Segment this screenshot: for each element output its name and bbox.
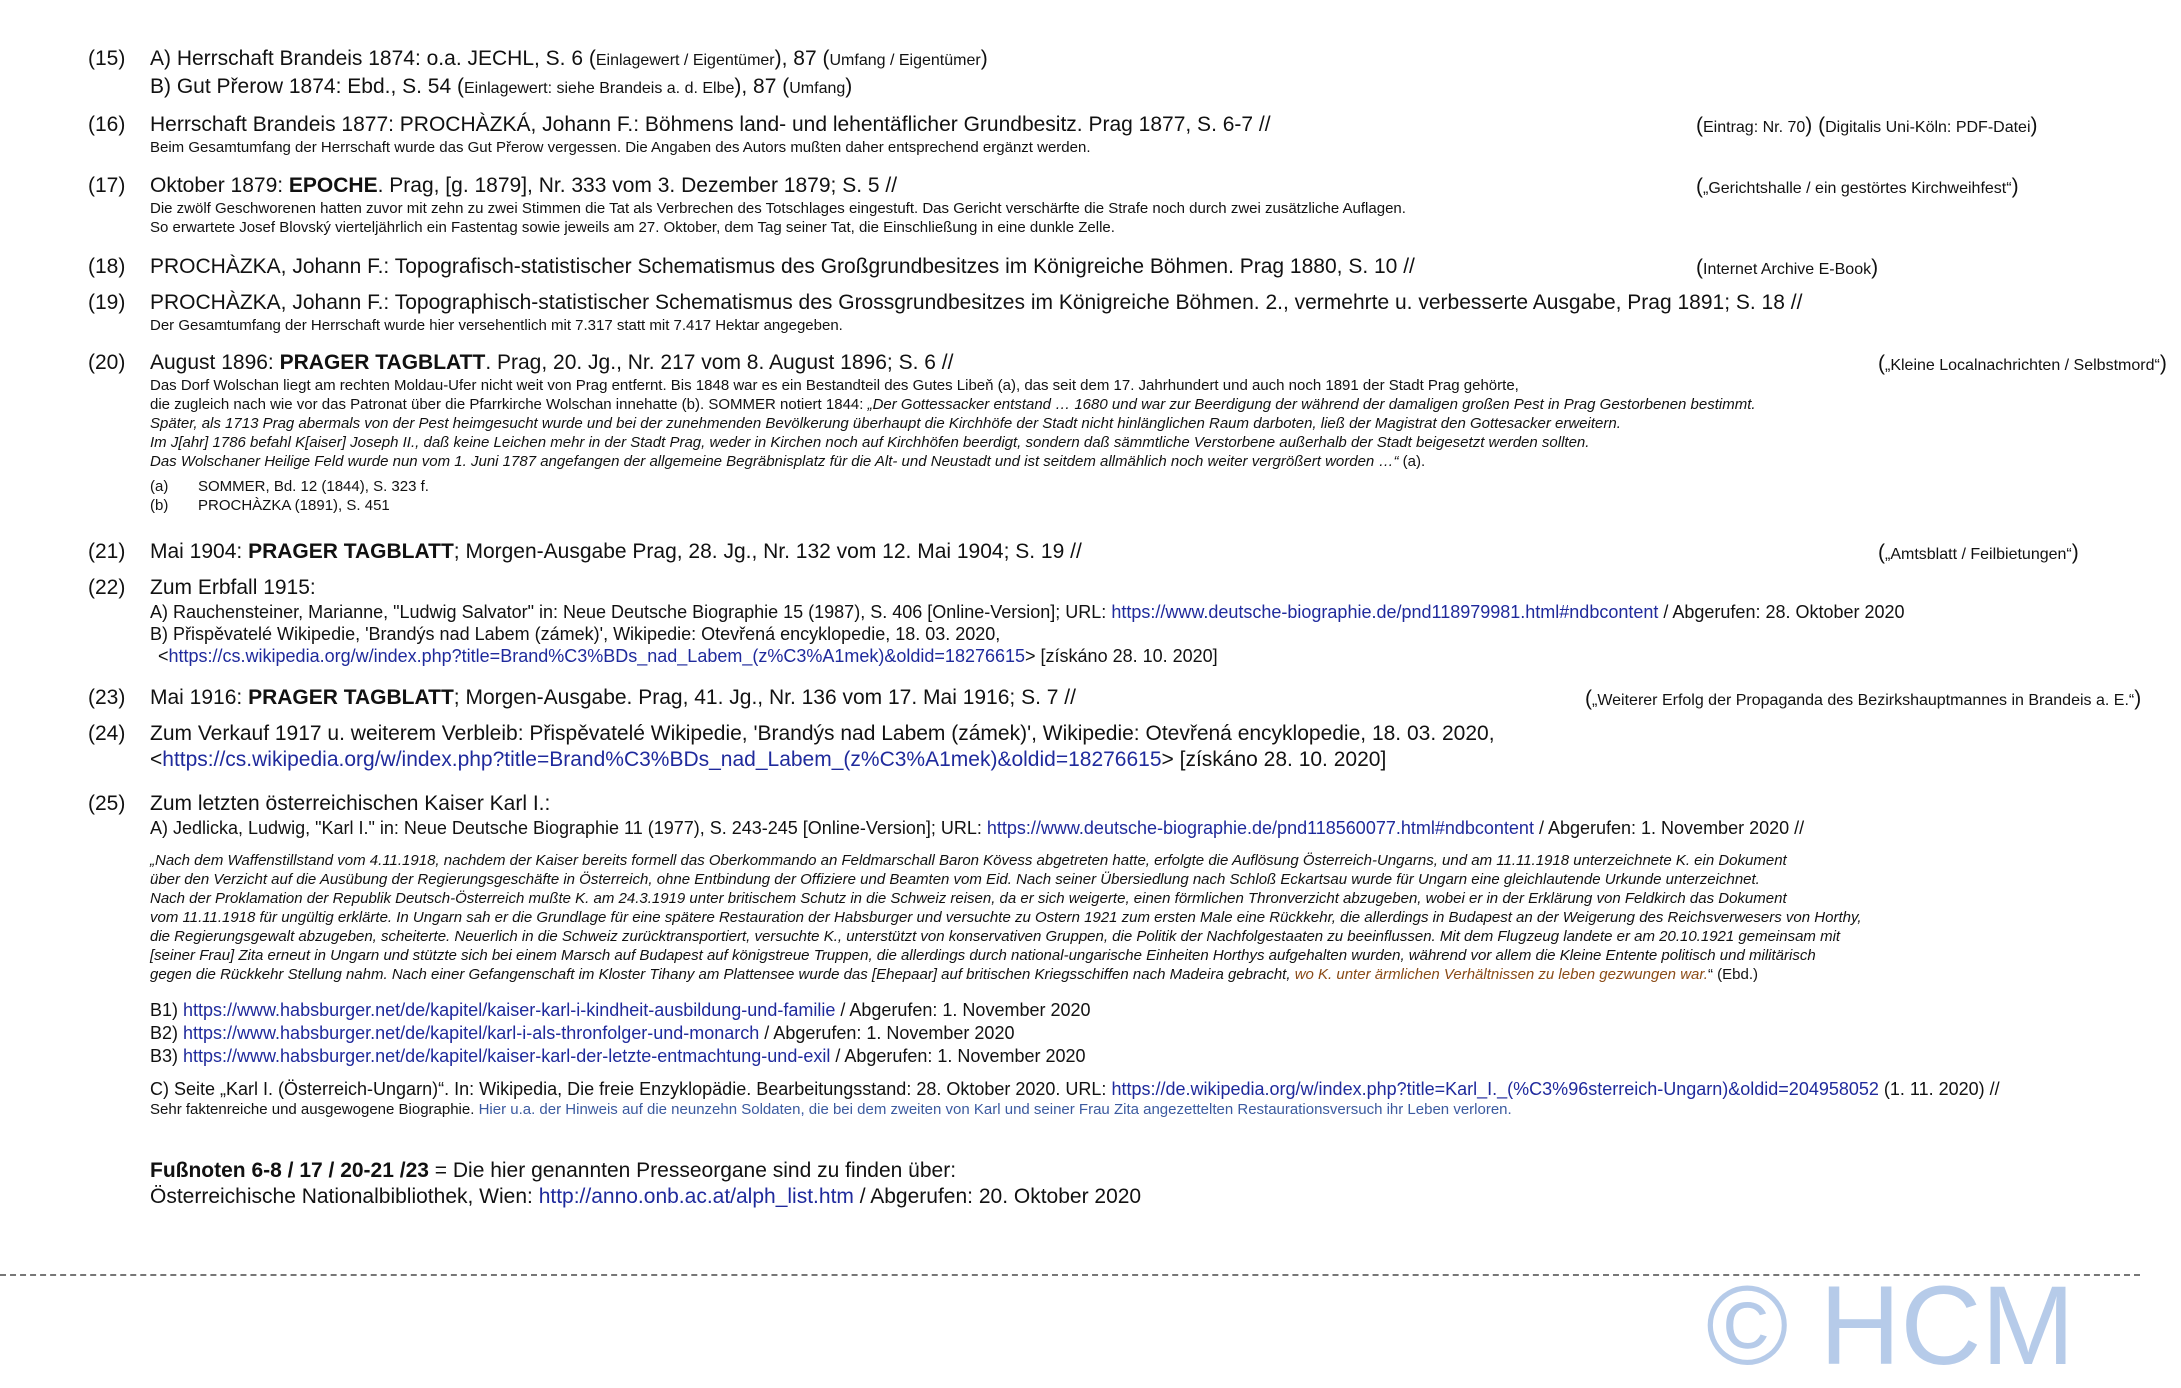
citation: PROCHÀZKA, Johann F.: Topographisch-statistischer Schematismus des Grossgrundbesitzes im Königreiche Böhmen. 2., vermehrte u. verbesserte Ausgabe, Prag 1891; S. 18 // [150, 291, 1803, 314]
sub-reference-b: (b) PROCHÀZKA (1891), S. 451 [150, 497, 390, 514]
citation: Oktober 1879: EPOCHE. Prag, [g. 1879], Nr. 333 vom 3. Dezember 1879; S. 5 // [150, 174, 898, 197]
ndb-link[interactable]: https://www.deutsche-biographie.de/pnd118979981.html#ndbcontent [1111, 602, 1659, 622]
article-title-note: („Amtsblatt / Feilbietungen“) [1878, 541, 2079, 564]
footnote-number: (22) [88, 576, 126, 599]
footnote-number: (15) [88, 47, 126, 70]
citation: PROCHÀZKA, Johann F.: Topografisch-statistischer Schematismus des Großgrundbesitzes im Königreiche Böhmen. Prag 1880, S. 10 // [150, 255, 1415, 278]
quote-line: die Regierungsgewalt abzugeben, scheiterte. Neuerlich in die Schweiz zurücktransportiert, versuchte K., unterstützt von konservativen Gruppen, die Politik der Nachfolgestaaten zu beeinflussen. Mit dem Flugzeug landete er am 20.10.1921 gemeinsam mit [150, 928, 1841, 945]
footnote-number: (20) [88, 351, 126, 374]
footnote-number: (21) [88, 540, 126, 563]
wikipedia-cs-link[interactable]: https://cs.wikipedia.org/w/index.php?title=Brand%C3%BDs_nad_Labem_(z%C3%A1mek)&oldid=18276615 [168, 646, 1026, 666]
footnote-number: (19) [88, 291, 126, 314]
citation: Mai 1916: PRAGER TAGBLATT; Morgen-Ausgabe. Prag, 41. Jg., Nr. 136 vom 17. Mai 1916; S. 7 // [150, 686, 1076, 709]
footnote-heading: Zum letzten österreichischen Kaiser Karl I.: [150, 792, 551, 815]
citation-source-note: (Eintrag: Nr. 70) (Digitalis Uni-Köln: PDF-Datei) [1696, 114, 2038, 137]
habsburger-link-b3[interactable]: https://www.habsburger.net/de/kapitel/kaiser-karl-der-letzte-entmachtung-und-exil [183, 1046, 831, 1066]
article-title-note: („Kleine Localnachrichten / Selbstmord“) [1878, 352, 2167, 375]
ndb-link[interactable]: https://www.deutsche-biographie.de/pnd118560077.html#ndbcontent [986, 818, 1534, 838]
footnote-heading: Zum Erbfall 1915: [150, 576, 316, 599]
quote-line: über den Verzicht auf die Ausübung der Regierungsgeschäfte in Österreich, ohne Entbindung der Offiziere und Beamten vom Eid. Nach seiner Übersiedlung nach Schloß Eckartsau wurde für Ungarn eine gleichlautende Urkunde unterzeichnet. [150, 871, 1760, 888]
habsburger-link-b1[interactable]: https://www.habsburger.net/de/kapitel/kaiser-karl-i-kindheit-ausbildung-und-familie [183, 1000, 836, 1020]
quote-line: [seiner Frau] Zita erneut in Ungarn und stützte sich bei einem Marsch auf Budapest auf königstreue Truppen, die allerdings durch national-ungarische Einheiten Horthys aufgehalten wurden, während vor allem die Kleine Entente politisch und militärisch [150, 947, 1816, 964]
article-title-note: („Weiterer Erfolg der Propaganda des Bezirkshauptmannes in Brandeis a. E.“) [1585, 687, 2142, 710]
footnote-number: (18) [88, 255, 126, 278]
citation: Mai 1904: PRAGER TAGBLATT; Morgen-Ausgabe Prag, 28. Jg., Nr. 132 vom 12. Mai 1904; S. 19 // [150, 540, 1082, 563]
footnote-number: (25) [88, 792, 126, 815]
wikipedia-de-link[interactable]: https://de.wikipedia.org/w/index.php?title=Karl_I._(%C3%96sterreich-Ungarn)&oldid=204958052 [1111, 1079, 1879, 1099]
footnote-number: (23) [88, 686, 126, 709]
quote-line: vom 11.11.1918 für ungültig erklärte. In Ungarn sah er die Grundlage für eine spätere Restauration der Habsburger und versuchte zu Ostern 1921 zum ersten Male eine Rückkehr, die allerdings in Budapest an der Weigerung des Reichsverwesers von Horthy, [150, 909, 1862, 926]
copyright-watermark: © HCM [1706, 1263, 2075, 1388]
sub-reference-a: (a) SOMMER, Bd. 12 (1844), S. 323 f. [150, 478, 429, 495]
citation: August 1896: PRAGER TAGBLATT. Prag, 20. Jg., Nr. 217 vom 8. August 1896; S. 6 // [150, 351, 954, 374]
citation-source-note: (Internet Archive E-Book) [1696, 256, 1879, 279]
habsburger-link-b2[interactable]: https://www.habsburger.net/de/kapitel/karl-i-als-thronfolger-und-monarch [183, 1023, 760, 1043]
footnote-number: (17) [88, 174, 126, 197]
citation: Herrschaft Brandeis 1877: PROCHÀZKÁ, Johann F.: Böhmens land- und lehentäflicher Grundbesitz. Prag 1877, S. 6-7 // [150, 113, 1271, 136]
footnote-number: (24) [88, 722, 126, 745]
document-page: (15) A) Herrschaft Brandeis 1874: o.a. JECHL, S. 6 (Einlagewert / Eigentümer), 87 (Umfang / Eigentümer) B) Gut Přerow 1874: Ebd., S. 54 (Einlagewert: siehe Brandeis a. d. Elbe), 87 (Umfang) (16) Herrschaft Brandeis 1877: PROCHÀZKÁ, Johann F.: Böhmens land- und lehentäflicher Grundbesitz. Prag 1877, S. 6-7 // Beim Gesamtumfang der Herrschaft wurde das Gut Přerow vergessen. Die Angaben des Autors mußten daher entsprechend ergänzt werden. (Eintrag: Nr. 70) (Digitalis Uni-Köln: PDF-Datei) (17) Oktober 1879: EPOCHE. Prag, [g. 1879], Nr. 333 vom 3. Dezember 1879; S. 5 // Die zwölf Geschworenen hatten zuvor mit zehn zu zwei Stimmen die Tat als Verbrechen des Totschlages eingestuft. Das Gericht verschärfte die Strafe noch durch zwei zusätzliche Auflagen. So erwartete Josef Blovský vierteljährlich ein Fastentag sowie jeweils am 27. Oktober, dem Tag seiner Tat, die Einschließung in eine dunkle Zelle. („Gerichtshalle / ein gestörtes Kirchweihfest“) (18) PROCHÀZKA, Johann F.: Topografisch-statistischer Schematismus des Großgrundbesitzes im Königreiche Böhmen. Prag 1880, S. 10 // (Internet Archive E-Book) (19) PROCHÀZKA, Johann F.: Topographisch-statistischer Schematismus des Grossgrundbesitzes im Königreiche Böhmen. 2., vermehrte u. verbesserte Ausgabe, Prag 1891; S. 18 // Der Gesamtumfang der Herrschaft wurde hier versehentlich mit 7.317 statt mit 7.417 Hektar angegeben. (20) August 1896: PRAGER TAGBLATT. Prag, 20. Jg., Nr. 217 vom 8. August 1896; S. 6 // Das Dorf Wolschan liegt am rechten Moldau-Ufer nicht weit von Prag entfernt. Bis 1848 war es ein Bestandteil des Gutes Libeň (a), das seit dem 17. Jahrhundert und auch noch 1891 der Stadt Prag gehörte, die zugleich nach wie vor das Patronat über die Pfarrkirche Wolschan innehatte (b). SOMMER notiert 1844: „Der Gottessacker entstand … 1680 und war zur Beerdigung der während der damaligen großen Pest in Prag Gestorbenen bestimmt. Später, als 1713 Prag abermals von der Pest heimgesucht wurde und bei der zunehmenden Bevölkerung überhaupt die Kirchhöfe der Stadt nicht hinlänglichen Raum darboten, ließ der Magistrat den Gottesacker erweitern. Im J[ahr] 1786 befahl K[aiser] Joseph II., daß keine Leichen mehr in der Stadt Prag, weder in Kirchen noch auf Kirchhöfen beerdigt, sondern daß sämmtliche Verstorbene außerhalb der Stadt beigesetzt werden sollten. Das Wolschaner Heilige Feld wurde nun vom 1. Juni 1787 angefangen der allgemeine Begräbnisplatz für die Alt- und Neustadt und ist seitdem allmählich noch weiter vergrößert worden …“ (a). (a) SOMMER, Bd. 12 (1844), S. 323 f. (b) PROCHÀZKA (1891), S. 451 („Kleine Localnachrichten / Selbstmord“) (21) Mai 1904: PRAGER TAGBLATT; Morgen-Ausgabe Prag, 28. Jg., Nr. 132 vom 12. Mai 1904; S. 19 // („Amtsblatt / Feilbietungen“) (22) Zum Erbfall 1915: A) Rauchensteiner, Marianne, "Ludwig Salvator" in: Neue Deutsche Biographie 15 (1987), S. 406 [Online-Version]; URL: https://www.deutsche-biographie.de/pnd118979981.html#ndbcontent / Abgerufen: 28. Oktober 2020 B) Přispěvatelé Wikipedie, 'Brandýs nad Labem (zámek)', Wikipedie: Otevřená encyklopedie, 18. 03. 2020, <https://cs.wikipedia.org/w/index.php?title=Brand%C3%BDs_nad_Labem_(z%C3%A1mek)&oldid=18276615> [získáno 28. 10. 2020] (23) Mai 1916: PRAGER TAGBLATT; Morgen-Ausgabe. Prag, 41. Jg., Nr. 136 vom 17. Mai 1916; S. 7 // („Weiterer Erfolg der Propaganda des Bezirkshauptmannes in Brandeis a. E.“) (24) Zum Verkauf 1917 u. weiterem Verbleib: Přispěvatelé Wikipedie, 'Brandýs nad Labem (zámek)', Wikipedie: Otevřená encyklopedie, 18. 03. 2020, <https://cs.wikipedia.org/w/index.php?title=Brand%C3%BDs_nad_Labem_(z%C3%A1mek)&oldid=18276615> [získáno 28. 10. 2020] (25) Zum letzten österreichischen Kaiser Karl I.: A) Jedlicka, Ludwig, "Karl I." in: Neue Deutsche Biographie 11 (1977), S. 243-245 [Online-Version]; URL: https://www.deutsche-biographie.de/pnd118560077.html#ndbcontent / Abgerufen: 1. November 2020 // „Nach dem Waffenstillstand vom 4.11.1918, nachdem der Kaiser bereits formell das Oberkommando an Feldmarschall Baron Kövess abgetreten hatte, erfolgte die Auflösung Österreich-Ungarns, und am 11.11.1918 unterzeichnete K. ein Dokument über den Verzicht auf die Ausübung der Regierungsgeschäfte in Österreich, ohne Entbindung der Offiziere und Beamten vom Eid. Nach seiner Übersiedlung nach Schloß Eckartsau wurde für Ungarn eine gleichlautende Urkunde unterzeichnet. Nach der Proklamation der Republik Deutsch-Österreich mußte K. am 24.3.1919 unter britischem Schutz in die Schweiz reisen, da er sich weigerte, einen förmlichen Thronverzicht abzugeben, wobei er in der Erklärung von Feldkirch das Dokument vom 11.11.1918 für ungültig erklärte. In Ungarn sah er die Grundlage für eine spätere Restauration der Habsburger und versuchte zu Ostern 1921 zum ersten Male eine Rückkehr, die allerdings in Budapest an der Weigerung des Reichsverwesers von Horthy, die Regierungsgewalt abzugeben, scheiterte. Neuerlich in die Schweiz zurücktransportiert, versuchte K., unterstützt von konservativen Gruppen, die Politik der Nachfolgestaaten zu beeinflussen. Mit dem Flugzeug landete er am 20.10.1921 gemeinsam mit [seiner Frau] Zita erneut in Ungarn und stützte sich bei einem Marsch auf Budapest auf königstreue Truppen, die allerdings durch national-ungarische Einheiten Horthys aufgehalten wurden, während vor allem die Kleine Entente politisch und militärisch gegen die Rückkehr Stellung nahm. Nach einer Gefangenschaft im Kloster Tihany am Plattensee wurde das [Ehepaar] auf britischen Kriegsschiffen nach Madeira gebracht, wo K. unter ärmlichen Verhältnissen zu leben gezwungen war.“ (Ebd.) B1) https://www.habsburger.net/de/kapitel/kaiser-karl-i-kindheit-ausbildung-und-familie / Abgerufen: 1. November 2020 B2) https://www.habsburger.net/de/kapitel/karl-i-als-thronfolger-und-monarch / Abgerufen: 1. November 2020 B3) https://www.habsburger.net/de/kapitel/kaiser-karl-der-letzte-entmachtung-und-exil / Abgerufen: 1. November 2020 C) Seite „Karl I. (Österreich-Ungarn)“. In: Wikipedia, Die freie Enzyklopädie. Bearbeitungsstand: 28. Oktober 2020. URL: https://de.wikipedia.org/w/index.php?title=Karl_I._(%C3%96sterreich-Ungarn)&oldid=204958052 (1. 11. 2020) // Sehr faktenreiche und ausgewogene Biographie. Hier u.a. der Hinweis auf die neunzehn Soldaten, die bei dem zweiten von Karl und seiner Frau Zita angezettelten Restaurationsversuch ihr Leben verloren. Fußnoten 6-8 / 17 / 20-21 /23 = Die hier genannten Presseorgane sind zu finden über: Österreichische Nationalbibliothek, Wien: http://anno.onb.ac.at/alph_list.htm / Abgerufen: 20. Oktober 2020 © HCM [0, 0, 2181, 1360]
quote-line: gegen die Rückkehr Stellung nahm. Nach einer Gefangenschaft im Kloster Tihany am Plattensee wurde das [Ehepaar] auf britischen Kriegsschiffen nach Madeira gebracht, wo K. unter ärmlichen Verhältnissen zu leben gezwungen war.“ (Ebd.) [150, 966, 1758, 983]
wikipedia-cs-link[interactable]: https://cs.wikipedia.org/w/index.php?title=Brand%C3%BDs_nad_Labem_(z%C3%A1mek)&oldid=18276615 [162, 748, 1162, 771]
article-title-note: („Gerichtshalle / ein gestörtes Kirchweihfest“) [1696, 175, 2019, 198]
footnote-number: (16) [88, 113, 126, 136]
footnote-note: Beim Gesamtumfang der Herrschaft wurde das Gut Přerow vergessen. Die Angaben des Autors mußten daher entsprechend ergänzt werden. [150, 139, 1091, 156]
anno-onb-link[interactable]: http://anno.onb.ac.at/alph_list.htm [538, 1185, 854, 1208]
quote-line: Nach der Proklamation der Republik Deutsch-Österreich mußte K. am 24.3.1919 unter britischem Schutz in die Schweiz reisen, da er sich weigerte, einen förmlichen Thronverzicht abzugeben, wobei er in der Erklärung von Feldkirch das Dokument [150, 890, 1787, 907]
footnote-note: Der Gesamtumfang der Herrschaft wurde hier versehentlich mit 7.317 statt mit 7.417 Hektar angegeben. [150, 317, 843, 334]
quote-line: „Nach dem Waffenstillstand vom 4.11.1918, nachdem der Kaiser bereits formell das Oberkommando an Feldmarschall Baron Kövess abgetreten hatte, erfolgte die Auflösung Österreich-Ungarns, und am 11.11.1918 unterzeichnete K. ein Dokument [150, 852, 1787, 869]
